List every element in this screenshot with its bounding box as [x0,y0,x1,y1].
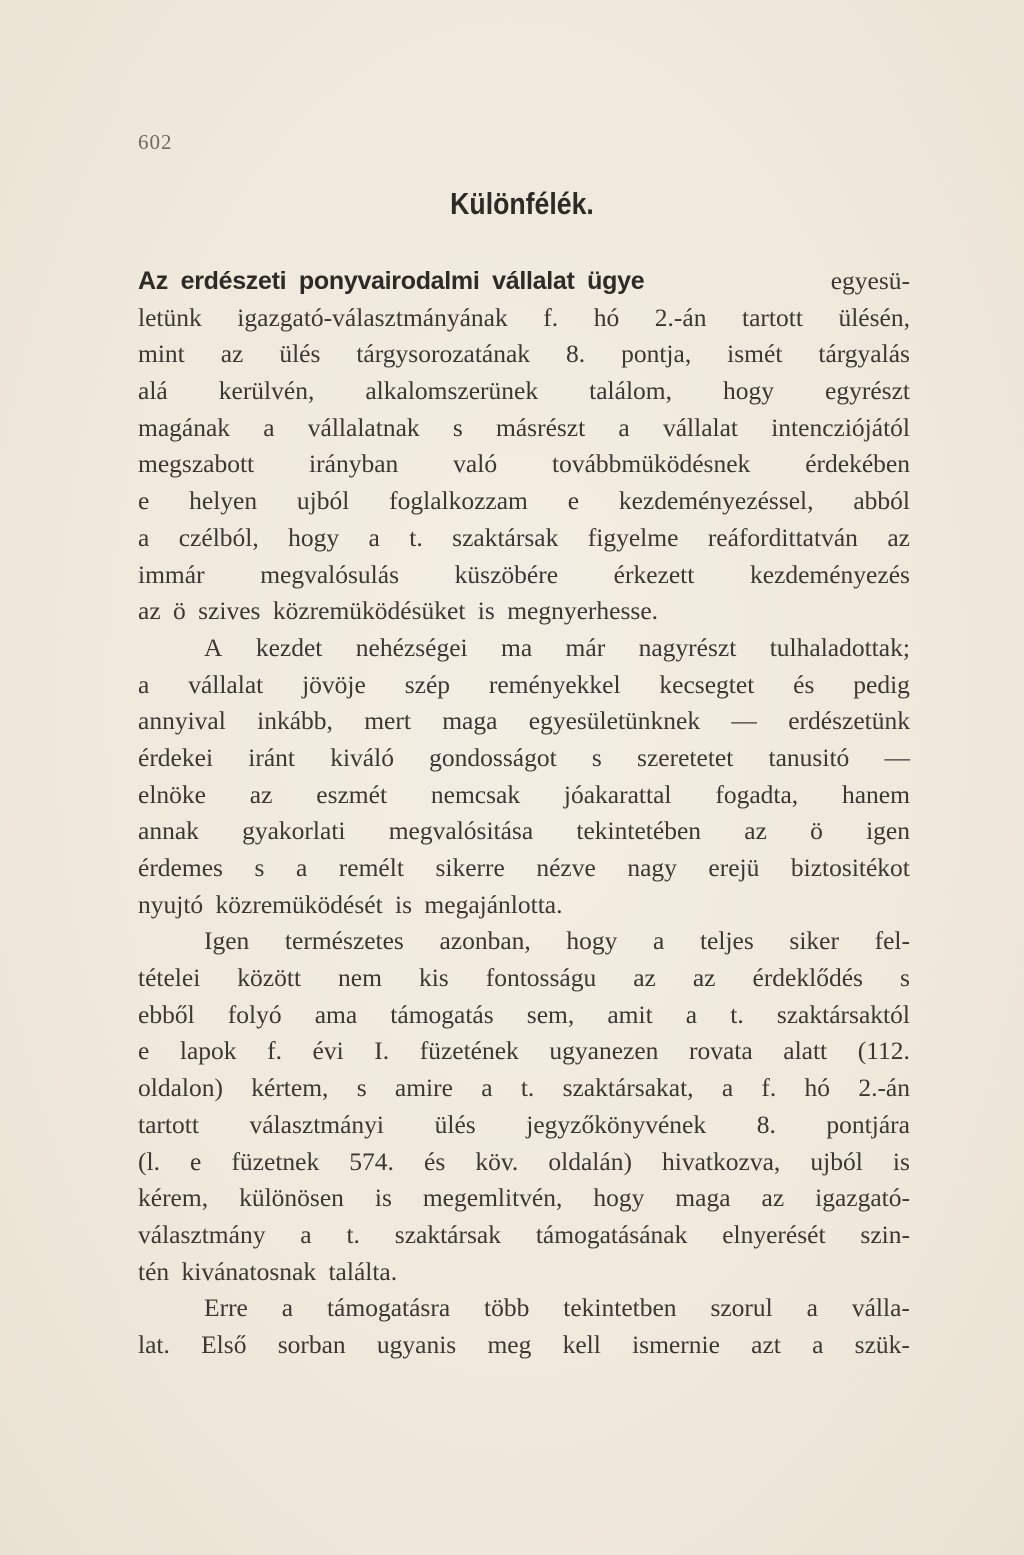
section-title: Különfélék. [450,186,594,221]
word: tulhaladottak; [769,632,910,662]
text-line [138,557,910,594]
word: hó [593,302,620,332]
word: továbbmüködésnek [551,449,751,479]
word: hogy [593,1183,645,1213]
word: ülés [279,339,321,369]
word: tartott [138,1109,199,1139]
word: s [899,963,910,993]
word: fel- [874,926,910,956]
word: e [138,1036,150,1066]
word: a [721,1073,734,1103]
word: maga [442,706,498,736]
word: megemlitvén, [422,1183,563,1213]
word: igazgató- [815,1183,910,1213]
word: ma [501,632,533,662]
word: az [249,779,273,809]
word: kiváló [330,742,394,772]
text-line [138,1144,910,1181]
word: vállalatnak [307,412,420,442]
word: ujból [810,1146,863,1176]
text-line [138,483,910,520]
text-line: az ö szives közremüködésüket is megnyerhesse. [138,596,659,626]
word: különösen [239,1183,344,1213]
word: több [484,1293,530,1323]
article-body [138,263,910,1364]
word: a [618,412,630,442]
word: intencziójától [771,412,910,442]
word: az [633,963,656,993]
word: megszabott [138,449,255,479]
word: erejü [708,853,760,882]
word: azt [751,1329,781,1359]
word: rovata [688,1036,753,1066]
word: czélból, [178,522,259,552]
line-text: egyesü- [818,266,910,295]
text-line [138,960,910,997]
word: maga [675,1183,731,1213]
word: vállalat [188,669,264,699]
word: gyakorlati [242,816,346,846]
word: érdeklődés [752,963,863,993]
word: nézve [536,853,596,882]
word: kerülvén, [218,376,315,406]
word: meg [487,1329,532,1359]
word: folyó [227,999,282,1029]
word: mint [138,339,185,369]
word: mert [364,706,411,736]
word: küszöbére [454,559,559,589]
text-line [138,1180,910,1217]
text-line [138,667,910,704]
word: érdekei [138,742,214,772]
text-line [138,813,910,850]
word: e [190,1146,202,1176]
word: Igen [204,926,250,956]
word: a [812,1329,824,1359]
text-line [138,300,910,337]
word: találom, [589,376,672,406]
word: szaktársak [452,522,559,552]
word: szorul [710,1293,773,1323]
word: megvalósulás [260,559,400,589]
word: ebből [138,999,195,1029]
word: jegyzőkönyvének [526,1109,707,1139]
word: ülés [434,1109,476,1139]
word: a [806,1293,818,1323]
word: s [591,742,602,772]
word: a [685,999,698,1029]
text-line [138,1033,910,1070]
word: siker [789,926,839,956]
word: helyen [189,486,258,516]
word: kis [418,963,449,993]
word: biztositékot [790,853,910,882]
word: egyrészt [825,376,910,406]
word: t. [346,1219,360,1249]
word: Első [201,1329,247,1359]
word: iránt [248,742,295,772]
word: foglalkozzam [389,486,528,516]
word: (l. [138,1146,160,1176]
text-line [138,263,910,300]
word: ugyanezen [549,1036,659,1066]
word: fontosságu [485,963,597,993]
word: szin- [860,1219,910,1249]
word: gondosságot [429,742,557,772]
word: érdemes [138,853,223,882]
text-line [138,1107,910,1144]
word: való [453,449,498,479]
word: is [892,1146,910,1176]
text-line [138,703,910,740]
word: nagyrészt [638,632,737,662]
word: kezdet [255,632,323,662]
word: inkább, [257,706,333,736]
word: reményekkel [488,669,621,699]
word: az [887,522,910,552]
word: lat. [138,1329,170,1359]
word: f. [267,1036,282,1066]
word: támogatás [390,999,494,1029]
word: egyesületünknek [528,706,701,736]
word: ujból [296,486,350,516]
word: tartott [742,302,803,332]
word: a [295,853,308,882]
word: már [565,632,606,662]
word: a [368,522,380,552]
word: immár [138,559,205,589]
word: remélt [338,853,404,882]
text-line: nyujtó közremüködését is megajánlotta. [138,889,563,919]
word: szük- [854,1329,910,1359]
word: alá [138,376,168,406]
word: nehézségei [355,632,468,662]
word: tételei [138,963,201,993]
word: lapok [179,1036,237,1066]
word: a [653,926,665,956]
text-line [138,336,910,373]
word: szeretetet [637,742,734,772]
word: nemcsak [430,779,521,809]
word: abból [853,486,910,516]
word: irányban [309,449,399,479]
text-line [138,446,910,483]
word: reáfordittatván [707,522,858,552]
word: az [761,1183,785,1213]
word: megvalósitása [388,816,534,846]
word: választmány [138,1219,266,1249]
page-number: 602 [138,130,173,154]
word: kell [562,1329,601,1359]
word: tekintetben [563,1293,677,1323]
word: alkalomszerünek [365,376,539,406]
word: füzetnek [231,1146,320,1176]
text-line [138,373,910,410]
word: a [263,412,275,442]
word: hivatkozva, [662,1146,781,1176]
word: szép [404,669,451,699]
article-lead-heading: Az erdészeti ponyvairodalmi vállalat ügye [138,267,645,295]
word: 2.-án [654,302,707,332]
word: hó [804,1073,831,1103]
word: évi [312,1036,344,1066]
word: kezdeményezéssel, [618,486,814,516]
word: annak [138,816,199,846]
text-line [138,923,910,960]
word: hogy [288,522,340,552]
word: teljes [699,926,754,956]
word: és [793,669,815,699]
text-line [138,777,910,814]
word: eszmét [316,779,388,809]
word: a [281,1293,294,1323]
word: kezdeményezés [749,559,910,589]
word: t. [520,1073,535,1103]
word: (112. [857,1036,910,1066]
word: jövöje [302,669,366,699]
word: t. [730,999,744,1029]
word: alatt [783,1036,828,1066]
word: annyival [138,706,226,736]
word: nem [338,963,382,993]
word: érkezett [613,559,695,589]
word: között [237,963,302,993]
word: I. [374,1036,390,1066]
word: sorban [277,1329,346,1359]
word: A [204,632,223,662]
word: válla- [851,1293,910,1323]
word: oldalon) [138,1073,223,1103]
text-line [138,520,910,557]
word: sem, [526,999,575,1029]
word: erdészetünk [788,706,910,736]
word: érdekében [805,449,910,479]
word: tárgysorozatának [356,339,531,369]
word: ugyanis [376,1329,457,1359]
word: tekintetében [576,816,702,846]
word: az [744,816,767,846]
word: másrészt [496,412,586,442]
text-line [138,1290,910,1327]
word: a [138,669,150,699]
word: ama [314,999,358,1029]
word: kérem, [138,1183,209,1213]
word: s [254,853,265,882]
word: köv. [475,1146,519,1176]
word: f. [543,302,559,332]
text-line [138,1070,910,1107]
word: az [220,339,244,369]
word: is [374,1183,392,1213]
text-line [138,740,910,777]
word: — [884,742,910,772]
word: választmányi [249,1109,385,1139]
word: amire [394,1073,453,1103]
text-line [138,1217,910,1254]
word: t. [409,522,423,552]
word: 8. [566,339,586,369]
word: 2.-án [858,1073,910,1103]
word: e [138,486,150,516]
word: szaktársak [394,1219,501,1249]
text-line [138,630,910,667]
word: vállalat [662,412,738,442]
word: füzetének [419,1036,519,1066]
word: tanusitó [768,742,850,772]
word: igazgató-választmányának [237,302,508,332]
text-line: tén kivánatosnak találta. [138,1256,398,1286]
word: sikerre [435,853,505,882]
word: és [424,1146,446,1176]
word: kecsegtet [659,669,755,699]
word: 574. [349,1146,394,1176]
word: ö [810,816,823,846]
word: természetes [284,926,404,956]
word: fogadta, [715,779,799,809]
word: amit [607,999,653,1029]
word: Erre [204,1293,248,1323]
word: elnyerését [722,1219,826,1249]
word: pontjára [826,1109,910,1139]
word: a [300,1219,312,1249]
word: támogatásának [535,1219,688,1249]
word: hogy [566,926,618,956]
word: s [356,1073,367,1103]
word: pedig [853,669,910,699]
word: s [452,412,463,442]
text-line [138,1327,910,1364]
word: nagy [627,853,677,882]
word: szaktársakat, [562,1073,694,1103]
word: ülésén, [838,302,910,332]
word: oldalán) [548,1146,632,1176]
word: azonban, [439,926,531,956]
word: az [692,963,716,993]
word: figyelme [587,522,679,552]
word: szaktársaktól [776,999,910,1029]
word: hanem [841,779,910,809]
text-line [138,850,910,887]
word: a [138,522,150,552]
text-line [138,997,910,1034]
word: ismét [727,339,783,369]
word: pontja, [621,339,692,369]
word: kértem, [251,1073,329,1103]
word: igen [866,816,910,846]
word: f. [761,1073,777,1103]
word: e [567,486,580,516]
word: — [731,706,757,736]
word: támogatásra [326,1293,451,1323]
word: elnöke [138,779,206,809]
word: jóakarattal [563,779,672,809]
text-line [138,410,910,447]
word: letünk [138,302,202,332]
word: tárgyalás [818,339,910,369]
word: a [481,1073,493,1103]
word: hogy [723,376,775,406]
word: ismernie [632,1329,720,1359]
word: magának [138,412,231,442]
word: 8. [756,1109,776,1139]
